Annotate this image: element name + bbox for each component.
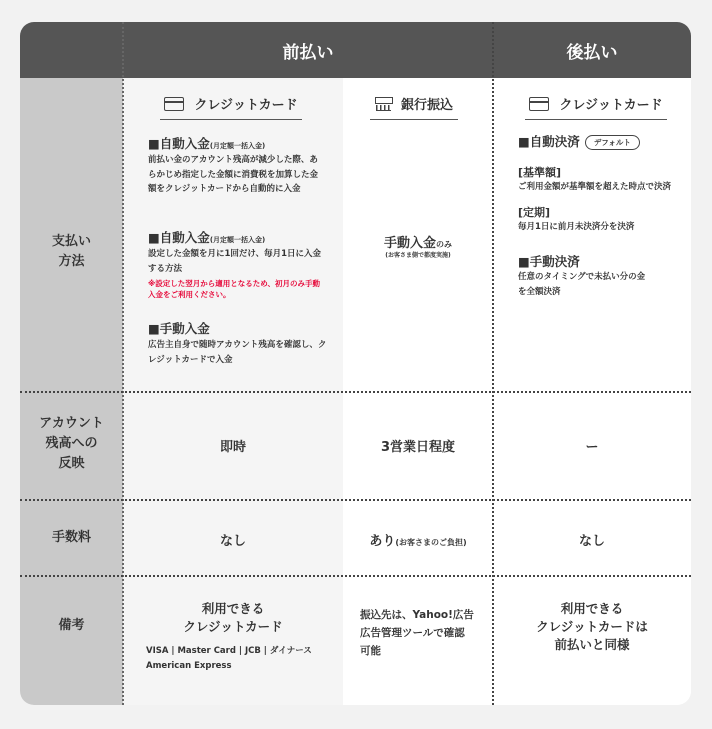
prepay-manual-title: ■手動入金 [148,321,210,336]
bank-method-main: 手動入金 [383,236,436,251]
divider-horizontal [20,499,691,501]
prepay-auto2-note: ※設定した翌月から適用となるため、初月のみ手動入金をご利用ください。 [148,279,320,299]
prepay-auto2-body: 設定した金額を月に1回だけ、毎月1日に入金する方法 [148,249,321,274]
bank-fee-note: (お客さまのご負担) [395,538,467,547]
credit-card-icon [164,97,184,111]
prepay-bank-title [370,94,458,120]
postpay-fee: なし [578,534,605,549]
row-label-reflect: アカウント 残高への 反映 [39,416,104,471]
bank-method-suffix: のみ [436,240,452,249]
prepay-auto2-title [148,228,265,246]
bank-notes: 振込先は、Yahoo!広告 広告管理ツールで確認 可能 [360,609,474,657]
bank-fee-main: あり [369,534,396,549]
row-label-fee: 手数料 [51,530,91,545]
postpay-notes: 利用できる クレジットカードは 前払いと同様 [536,601,648,652]
prepay-auto1-title-text: ■自動入金 [148,136,210,151]
divider-horizontal [20,575,691,577]
postpay-auto-title [518,132,640,150]
default-badge: デフォルト [585,135,640,150]
prepay-auto1-small: (月定額一括入金) [209,142,266,150]
row-label-notes: 備考 [58,618,85,633]
postpay-std-title: [基準額] [518,166,562,179]
bank-method-note: (お客さま側で都度実施) [385,252,451,259]
postpay-manual-body: 任意のタイミングで未払い分の金 を全額決済 [518,272,646,297]
prepay-card-notes-cards: VISA | Master Card | JCB | ダイナース American Express [146,646,312,671]
postpay-card-title [525,94,667,120]
postpay-fixed-body: 毎月1日に前月未決済分を決済 [518,222,635,232]
postpay-std-body: ご利用金額が基準額を超えた時点で決済 [518,182,672,192]
row-label-method: 支払い 方法 [51,234,91,269]
prepay-card-title-text: クレジットカード [194,98,298,113]
prepay-card-notes-title: 利用できる クレジットカード [183,601,283,634]
header-postpay: 後払い [493,22,691,78]
postpay-fixed-title: [定期] [518,206,551,219]
postpay-card-title-text: クレジットカード [559,98,663,113]
header-prepay: 前払い [123,22,493,78]
bank-fee [343,530,493,549]
bank-reflect: 3営業日程度 [380,440,456,455]
prepay-card-fee: なし [219,534,246,549]
prepay-card-reflect: 即時 [219,440,246,455]
prepay-auto2-title-text: ■自動入金 [148,230,210,245]
bank-method [343,232,493,251]
prepay-manual-body: 広告主自身で随時アカウント残高を確認し、クレジットカードで入金 [148,340,327,365]
bank-icon [375,97,393,111]
header-blank [20,22,123,78]
payment-comparison-table [20,22,691,705]
prepay-card-title [160,94,302,120]
divider-horizontal [20,391,691,393]
prepay-auto1-body: 前払い金のアカウント残高が減少した際、あらかじめ指定した金額に消費税を加算した金額をクレジットカードから自動的に入金 [148,155,319,194]
prepay-auto1-title [148,134,265,152]
postpay-reflect: ー [585,440,599,455]
postpay-manual-title: ■手動決済 [518,254,580,269]
prepay-auto2-small: (月定額一括入金) [209,236,266,244]
postpay-auto-title-text: ■自動決済 [518,134,580,149]
credit-card-icon [529,97,549,111]
prepay-bank-title-text: 銀行振込 [400,98,453,113]
